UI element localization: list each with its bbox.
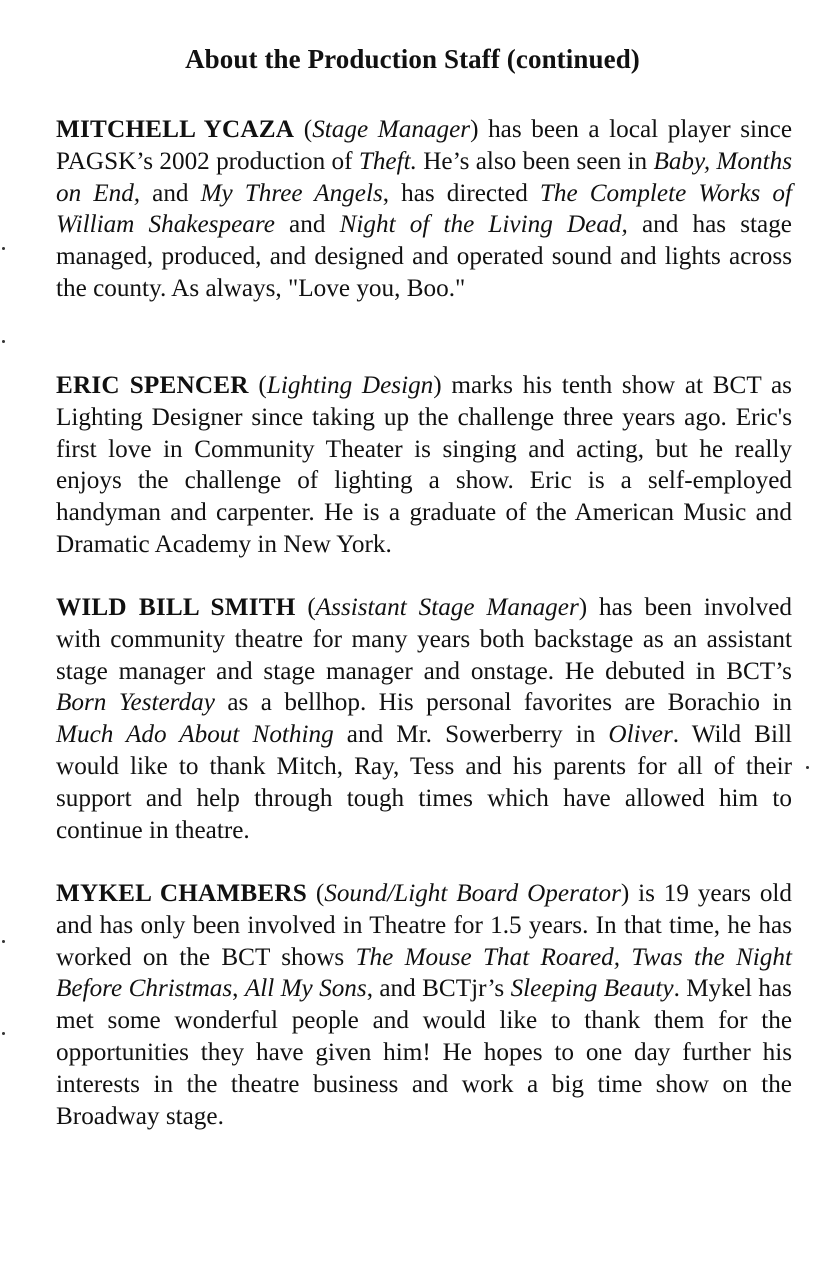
bio-text: and <box>140 179 201 207</box>
page-title: About the Production Staff (continued) <box>185 44 640 74</box>
bio-text: and has stage managed, produced, and designed and operated sound and lights across the county. As always, "Love you, Boo." <box>56 211 792 302</box>
staff-bio <box>56 592 792 846</box>
italic-text: Night of the Living Dead, <box>339 211 628 239</box>
bio-text: , and BCTjr’s <box>366 975 511 1003</box>
bio-text: . Wild Bill would like to thank Mitch, Ray, Tess and his parents for all of their support and help through tough times which have allowed him to continue in theatre. <box>56 721 792 844</box>
staff-name: ERIC SPENCER <box>56 372 249 399</box>
italic-text: Stage Manager <box>312 116 471 143</box>
bio-text: , <box>232 975 245 1003</box>
staff-bio <box>56 370 792 561</box>
scan-speck <box>2 1032 5 1035</box>
bio-text: and Mr. Sowerberry in <box>333 721 609 749</box>
staff-name: WILD BILL SMITH <box>56 594 296 621</box>
bio-text: as a bellhop. His personal favorites are Borachio in <box>214 689 792 717</box>
staff-name: MYKEL CHAMBERS <box>56 880 307 907</box>
staff-name: MITCHELL YCAZA <box>56 116 295 143</box>
bio-text: ) has been involved with community theatre for many years both backstage as an assistant stage manager and stage manager and onstage. He debuted in BCT’s <box>56 594 793 685</box>
staff-bio <box>56 878 792 1132</box>
italic-text: The Complete Works of William Shakespeare <box>56 179 793 239</box>
italic-text: Lighting Design <box>266 372 434 399</box>
bio-text: He’s also been seen in <box>416 147 654 175</box>
italic-text: Assistant Stage Manager <box>315 594 579 621</box>
scan-speck <box>2 340 5 343</box>
italic-text: Sleeping Beauty <box>510 975 674 1003</box>
bio-text: ( <box>248 372 267 399</box>
italic-text: Oliver <box>608 721 673 749</box>
bio-text: . Mykel has met some wonderful people and would like to thank them for the opportunities they have given him! He hopes to one day further his interests in the theatre business and work a big time show on the Broadway stage. <box>56 975 792 1130</box>
bio-text: and <box>274 211 340 239</box>
bio-text: ( <box>294 116 313 143</box>
staff-bio <box>56 114 792 305</box>
italic-text: Born Yesterday <box>56 689 215 717</box>
italic-text: All My Sons <box>244 975 367 1003</box>
bio-text: ) marks his tenth show at BCT as Lighting Designer since taking up the challenge three years ago. Eric's first love in Community Theater is singing and acting, but he really enjoys the challenge of lighting a show. Eric is a self-employed handyman and carpenter. He is a graduate of the American Music and Dramatic Academy in New York. <box>56 372 792 558</box>
bio-text: ( <box>295 594 316 621</box>
scan-speck <box>2 247 5 250</box>
italic-text: Sound/Light Board Operator <box>324 880 621 907</box>
scan-speck <box>2 940 5 943</box>
bio-text: ) is 19 years old and has only been involved in Theatre for 1.5 years. In that time, he has worked on the BCT shows <box>56 880 792 971</box>
scan-speck <box>806 766 809 769</box>
italic-text: Theft. <box>358 147 417 175</box>
italic-text: Much Ado About Nothing <box>56 721 334 749</box>
bio-text: , has directed <box>382 179 540 207</box>
italic-text: My Three Angels <box>200 179 383 207</box>
italic-text: Baby, Months on End, <box>56 147 792 207</box>
italic-text: The Mouse That Roared, Twas the Night Before Christmas <box>56 943 792 1003</box>
bio-text: ) has been a local player since PAGSK’s 2002 production of <box>56 116 793 175</box>
bio-text: ( <box>306 880 325 907</box>
